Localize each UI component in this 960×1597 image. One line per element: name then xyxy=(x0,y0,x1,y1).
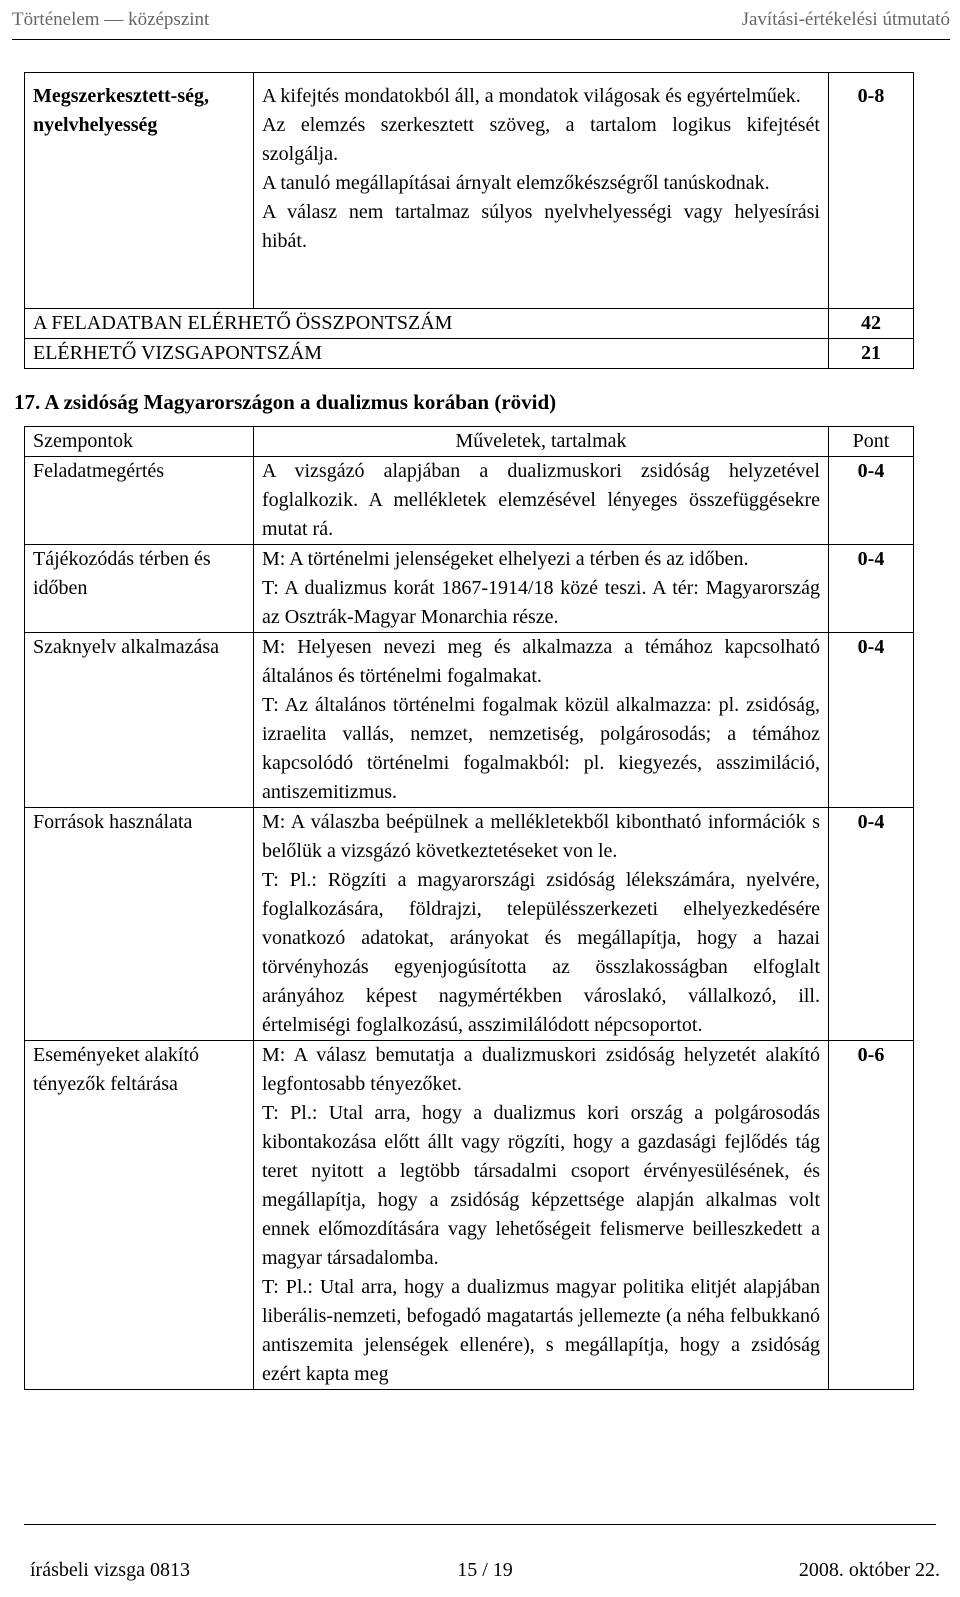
footer-date: 2008. október 22. xyxy=(798,1559,940,1581)
grading-table xyxy=(24,426,914,1390)
content-paragraph: M: A történelmi jelenségeket elhelyezi a térben és az időben. xyxy=(262,548,749,570)
content-paragraph: T: Pl.: Utal arra, hogy a dualizmus magyar politika elitjét alapjában liberális-nemzeti, befogadó magatartás jellemezte (a néha felbukkanó antiszemita jelenségek ellenére), s megállapítja, hogy a zsidóság ezért kapta meg xyxy=(262,1276,820,1385)
content-cell xyxy=(254,73,829,309)
content-paragraph: M: Helyesen nevezi meg és alkalmazza a témához kapcsolható általános és történelmi fogalmakat. xyxy=(262,636,820,687)
table-row xyxy=(25,73,914,309)
total-exam-label: ELÉRHETŐ VIZSGAPONTSZÁM xyxy=(25,339,829,369)
header-subject: Történelem — középszint xyxy=(12,9,210,30)
table-row xyxy=(25,545,914,633)
content-paragraph: A válasz nem tartalmaz súlyos nyelvhelyességi vagy helyesírási hibát. xyxy=(262,201,820,252)
footer-exam-code: írásbeli vizsga 0813 xyxy=(30,1559,190,1581)
criterion-cell: Eseményeket alakító tényezők feltárása xyxy=(25,1041,254,1390)
content-cell xyxy=(254,808,829,1041)
footer-rule xyxy=(24,1524,936,1525)
content-paragraph: Az elemzés szerkesztett szöveg, a tartalom logikus kifejtését szolgálja. xyxy=(262,114,820,165)
points-cell: 0-6 xyxy=(829,1041,914,1390)
content-paragraph: M: A válasz bemutatja a dualizmuskori zsidóság helyzetét alakító legfontosabb tényezőket. xyxy=(262,1044,820,1095)
points-cell: 0-4 xyxy=(829,633,914,808)
content-paragraph: M: A válaszba beépülnek a mellékletekből kibontható információk s belőlük a vizsgázó következtetéseket von le. xyxy=(262,811,820,862)
total-task-row xyxy=(25,309,914,339)
criterion-cell: Feladatmegértés xyxy=(25,457,254,545)
content-paragraph: A kifejtés mondatokból áll, a mondatok világosak és egyértelműek. xyxy=(262,85,801,107)
table-row xyxy=(25,1041,914,1390)
table-row xyxy=(25,633,914,808)
criterion-cell: Források használata xyxy=(25,808,254,1041)
points-value: 0-8 xyxy=(857,85,885,107)
content-paragraph: T: A dualizmus korát 1867-1914/18 közé teszi. A tér: Magyarország az Osztrák-Magyar Monarchia része. xyxy=(262,577,820,628)
points-cell: 0-4 xyxy=(829,545,914,633)
points-cell: 0-4 xyxy=(829,457,914,545)
criterion-label: Megszerkesztett-ség, nyelvhelyesség xyxy=(33,85,210,136)
points-cell xyxy=(829,73,914,309)
table-row xyxy=(25,457,914,545)
content-cell xyxy=(254,1041,829,1390)
content-paragraph: T: Az általános történelmi fogalmak közül alkalmazza: pl. zsidóság, izraelita vallás, nemzet, nemzetiség, polgárosodás; a témához kapcsolódó történelmi fogalmakból: pl. kiegyezés, asszimiláció, antiszemitizmus. xyxy=(262,694,820,803)
footer-page-number: 15 / 19 xyxy=(457,1559,513,1581)
page-footer xyxy=(30,1556,940,1584)
content-paragraph: T: Pl.: Utal arra, hogy a dualizmus kori ország a polgárosodás kibontakozása előtt állt vagy rögzíti, hogy a gazdasági fejlődés tág teret nyitott a legtöbb társadalmi csoport érvényesülésének, és megállapítja, hogy a zsidóság képzettsége alapján alkalmas volt ennek előmozdítására vagy lehetőségeit felismerve beilleszkedett a magyar társadalomba. xyxy=(262,1102,820,1269)
header-rule xyxy=(12,39,950,40)
header-doc-type: Javítási-értékelési útmutató xyxy=(741,9,950,30)
content-cell xyxy=(254,457,829,545)
table-header-row xyxy=(25,427,914,457)
criterion-cell: Tájékozódás térben és időben xyxy=(25,545,254,633)
criterion-cell: Szaknyelv alkalmazása xyxy=(25,633,254,808)
content-cell xyxy=(254,545,829,633)
content-paragraph: T: Pl.: Rögzíti a magyarországi zsidóság lélekszámára, nyelvére, foglalkozására, földrajzi, településszerkezeti elhelyezkedésére vonatkozó adatokat, arányokat és megállapítja, hogy a hazai törvényhozás egyenjogúsította az összlakosságban elfoglalt arányához képest nagymértékben városlakó, vállalkozó, ill. értelmiségi foglalkozású, asszimilálódott népcsoportot. xyxy=(262,869,820,1036)
total-task-label: A FELADATBAN ELÉRHETŐ ÖSSZPONTSZÁM xyxy=(25,309,829,339)
page-header xyxy=(12,0,950,32)
points-cell: 0-4 xyxy=(829,808,914,1041)
total-exam-value: 21 xyxy=(829,339,914,369)
header-criteria: Szempontok xyxy=(25,427,254,457)
header-points: Pont xyxy=(829,427,914,457)
section-title: 17. A zsidóság Magyarországon a dualizmus korában (rövid) xyxy=(14,390,557,414)
total-exam-row xyxy=(25,339,914,369)
content-paragraph: A tanuló megállapításai árnyalt elemzőkészségről tanúskodnak. xyxy=(262,172,770,194)
table-row xyxy=(25,808,914,1041)
header-operations: Műveletek, tartalmak xyxy=(254,427,829,457)
grading-table-continued xyxy=(24,72,914,369)
content-paragraph: A vizsgázó alapjában a dualizmuskori zsidóság helyzetével foglalkozik. A mellékletek elemzésével lényeges összefüggésekre mutat rá. xyxy=(262,460,820,540)
criterion-cell xyxy=(25,73,254,309)
total-task-value: 42 xyxy=(829,309,914,339)
content-cell xyxy=(254,633,829,808)
